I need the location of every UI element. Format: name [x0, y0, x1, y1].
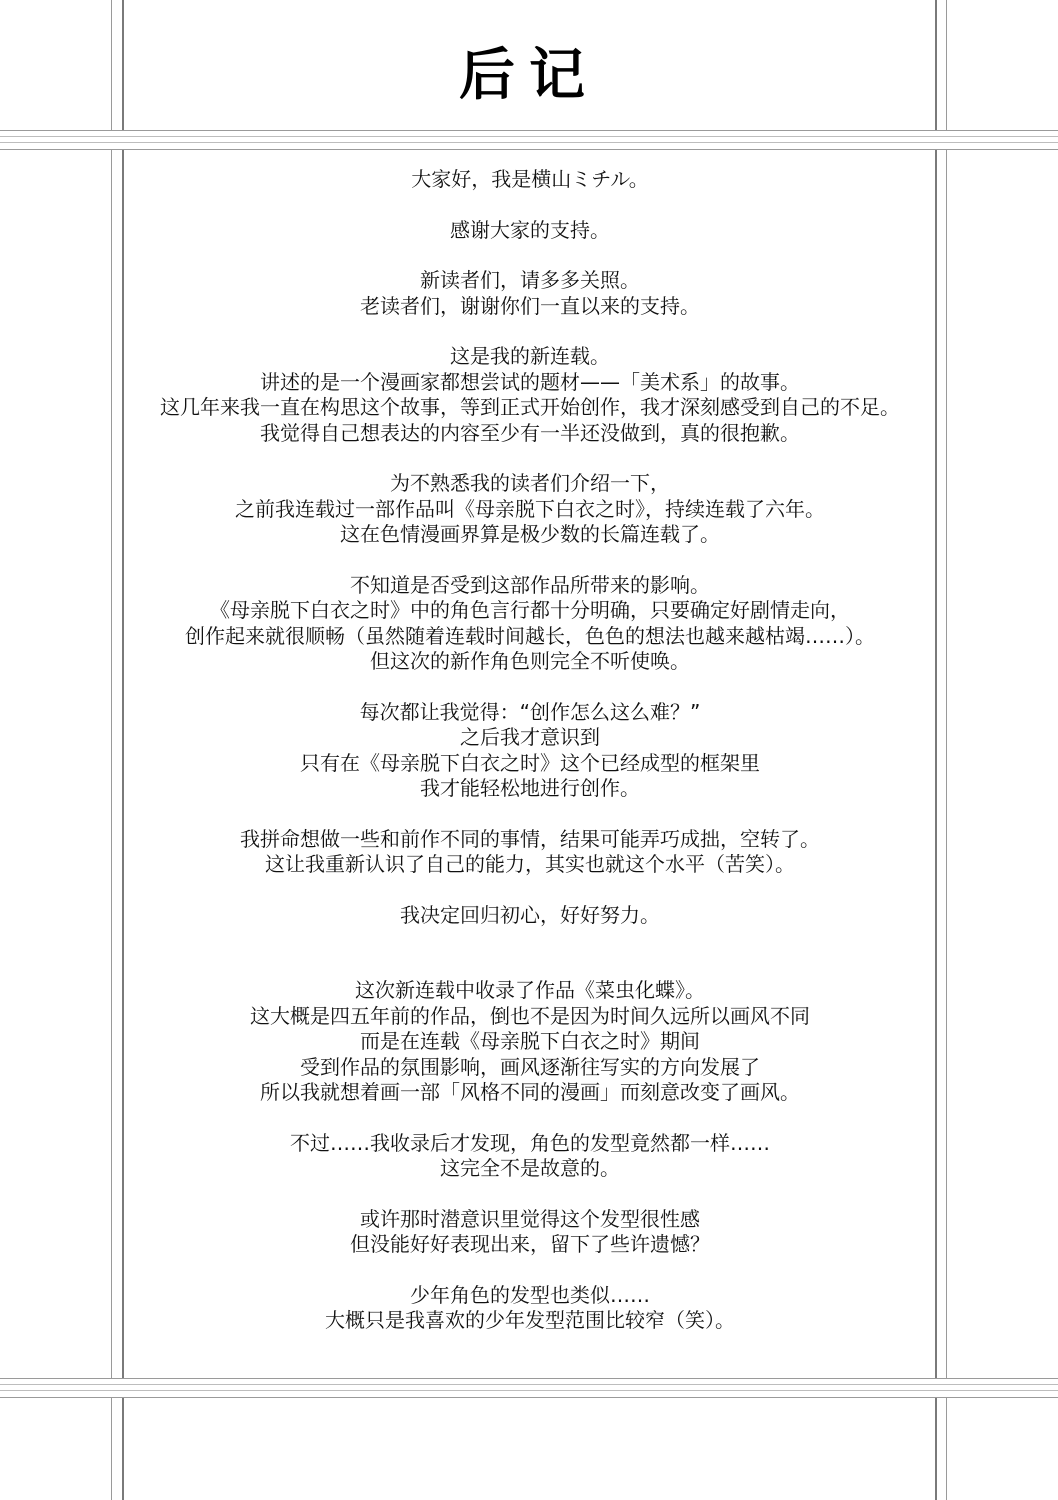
blank-line [130, 1106, 930, 1131]
text-line: 只有在《母亲脱下白衣之时》这个已经成型的框架里 [300, 750, 760, 775]
text-line: 所以我就想着画一部「风格不同的漫画」而刻意改变了画风。 [260, 1080, 800, 1104]
frame-line-right-outer [946, 0, 947, 1500]
blank-line [130, 319, 930, 344]
text-line: 但这次的新作角色则完全不听使唤。 [370, 649, 690, 673]
blank-line [130, 878, 930, 903]
frame-line-left-inner [122, 0, 124, 1500]
text-line: 创作起来就很顺畅（虽然随着连载时间越长，色色的想法也越来越枯竭……）。 [185, 623, 875, 648]
afterword-body [130, 167, 930, 1334]
text-line: 老读者们，谢谢你们一直以来的支持。 [360, 293, 700, 318]
blank-line [130, 1182, 930, 1207]
page-title: 后记 [459, 42, 599, 108]
text-line: 我才能轻松地进行创作。 [420, 776, 640, 800]
frame-line-left-outer [111, 0, 112, 1500]
text-line: 受到作品的氛围影响，画风逐渐往写实的方向发展了 [300, 1054, 760, 1079]
frame-band-top [0, 130, 1058, 150]
text-line: 大家好，我是横山ミチル。 [411, 167, 649, 191]
text-line: 这大概是四五年前的作品，倒也不是因为时间久远所以画风不同 [250, 1003, 810, 1028]
text-line: 为不熟悉我的读者们介绍一下， [390, 471, 670, 495]
text-line: 而是在连载《母亲脱下白衣之时》期间 [360, 1029, 700, 1053]
blank-line [130, 928, 930, 978]
text-line: 之前我连载过一部作品叫《母亲脱下白衣之时》，持续连载了六年。 [235, 496, 825, 521]
text-line: 这是我的新连载。 [450, 344, 610, 368]
text-line: 我拼命想做一些和前作不同的事情，结果可能弄巧成拙，空转了。 [240, 826, 820, 851]
text-line: 讲述的是一个漫画家都想尝试的题材——「美术系」的故事。 [260, 369, 800, 394]
text-line: 我决定回归初心，好好努力。 [400, 902, 660, 927]
blank-line [130, 1258, 930, 1283]
text-line: 我觉得自己想表达的内容至少有一半还没做到，真的很抱歉。 [260, 420, 800, 445]
blank-line [130, 802, 930, 827]
text-line: 每次都让我觉得：“创作怎么这么难？” [359, 699, 701, 724]
blank-line [130, 548, 930, 573]
text-line: 这让我重新认识了自己的能力，其实也就这个水平（苦笑）。 [265, 852, 795, 876]
text-line: 这完全不是故意的。 [440, 1156, 620, 1180]
frame-band-bottom [0, 1378, 1058, 1398]
text-line: 之后我才意识到 [460, 725, 600, 749]
text-line: 不过……我收录后才发现，角色的发型竟然都一样…… [290, 1130, 770, 1155]
blank-line [130, 243, 930, 268]
text-line: 《母亲脱下白衣之时》中的角色言行都十分明确，只要确定好剧情走向， [210, 598, 850, 622]
text-line: 新读者们，请多多关照。 [420, 268, 640, 292]
blank-line [130, 193, 930, 218]
text-line: 少年角色的发型也类似…… [410, 1282, 650, 1307]
text-line: 这几年来我一直在构思这个故事，等到正式开始创作，我才深刻感受到自己的不足。 [160, 395, 900, 419]
text-line: 这次新连载中收录了作品《菜虫化蝶》。 [355, 978, 705, 1002]
text-line: 或许那时潜意识里觉得这个发型很性感 [360, 1206, 700, 1231]
text-line: 不知道是否受到这部作品所带来的影响。 [350, 572, 710, 597]
text-line: 大概只是我喜欢的少年发型范围比较窄（笑）。 [325, 1308, 735, 1332]
text-line: 感谢大家的支持。 [450, 217, 610, 242]
blank-line [130, 446, 930, 471]
frame-line-right-inner [935, 0, 937, 1500]
blank-line [130, 675, 930, 700]
text-line: 但没能好好表现出来，留下了些许遗憾？ [350, 1232, 710, 1256]
text-line: 这在色情漫画界算是极少数的长篇连载了。 [340, 522, 720, 546]
